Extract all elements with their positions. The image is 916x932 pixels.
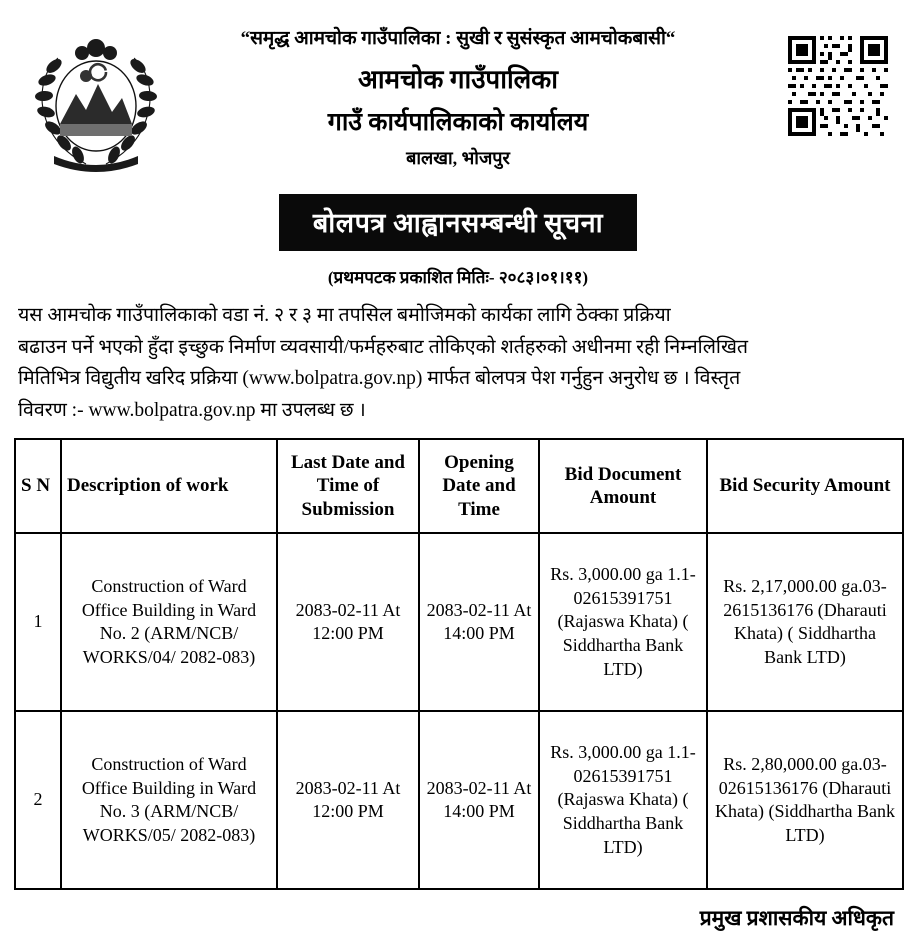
column-header-description: Description of work [61,439,277,533]
body-line-3: मितिभित्र विद्युतीय खरिद प्रक्रिया (www.bolpatra.gov.np) मार्फत बोलपत्र पेश गर्नुहुन अनुरोध छ । विस्तृत [18,368,741,390]
notice-title: बोलपत्र आह्वानसम्बन्धी सूचना [279,194,637,251]
column-header-bid-document-amount: Bid Document Amount [539,439,707,533]
notice-title-container [14,194,902,251]
nepal-government-emblem-icon [28,28,164,176]
municipality-slogan: “समृद्ध आमचोक गाउँपालिका : सुखी र सुसंस्कृत आमचोकबासी“ [240,28,676,49]
qr-code-icon [784,32,892,140]
cell-description: Construction of Ward Office Building in Ward No. 3 (ARM/NCB/ WORKS/05/ 2082-083) [61,711,277,889]
column-header-bid-security-amount: Bid Security Amount [707,439,903,533]
body-line-2: बढाउन पर्ने भएको हुँदा इच्छुक निर्माण व्यवसायी/फर्महरुबाट तोकिएको शर्तहरुको अधीनमा रही निम्नलिखित [18,336,749,358]
organization-name: आमचोक गाउँपालिका [357,65,559,94]
cell-bid-security-amount: Rs. 2,80,000.00 ga.03-02615136176 (Dharauti Khata) (Siddhartha Bank LTD) [707,711,903,889]
table-row [15,533,903,711]
cell-opening-date: 2083-02-11 At 14:00 PM [419,711,539,889]
column-header-opening-date: Opening Date and Time [419,439,539,533]
column-header-sn: S N [15,439,61,533]
document-header [14,10,902,188]
office-address: बालखा, भोजपुर [406,148,510,168]
cell-opening-date: 2083-02-11 At 14:00 PM [419,533,539,711]
column-header-last-date: Last Date and Time of Submission [277,439,419,533]
cell-description: Construction of Ward Office Building in Ward No. 2 (ARM/NCB/ WORKS/04/ 2082-083) [61,533,277,711]
table-header-row [15,439,903,533]
body-line-1: यस आमचोक गाउँपालिकाको वडा नं. २ र ३ मा तपसिल बमोजिमको कार्यका लागि ठेक्का प्रक्रिया [18,305,671,326]
publication-date: (प्रथमपटक प्रकाशित मितिः- २०८३।०१।११) [327,268,589,287]
table-row [15,711,903,889]
cell-bid-security-amount: Rs. 2,17,000.00 ga.03-2615136176 (Dharauti Khata) ( Siddhartha Bank LTD) [707,533,903,711]
cell-sn: 1 [15,533,61,711]
cell-sn: 2 [15,711,61,889]
signatory-title: प्रमुख प्रशासकीय अधिकृत [699,906,894,931]
cell-last-date: 2083-02-11 At 12:00 PM [277,711,419,889]
cell-last-date: 2083-02-11 At 12:00 PM [277,533,419,711]
body-line-4: विवरण :- www.bolpatra.gov.np मा उपलब्ध छ । [18,399,366,421]
notice-body [18,300,898,426]
cell-bid-document-amount: Rs. 3,000.00 ga 1.1-02615391751 (Rajaswa Khata) ( Siddhartha Bank LTD) [539,533,707,711]
cell-bid-document-amount: Rs. 3,000.00 ga 1.1-02615391751 (Rajaswa Khata) ( Siddhartha Bank LTD) [539,711,707,889]
office-name: गाउँ कार्यपालिकाको कार्यालय [327,109,589,136]
bid-notice-table [14,438,904,890]
